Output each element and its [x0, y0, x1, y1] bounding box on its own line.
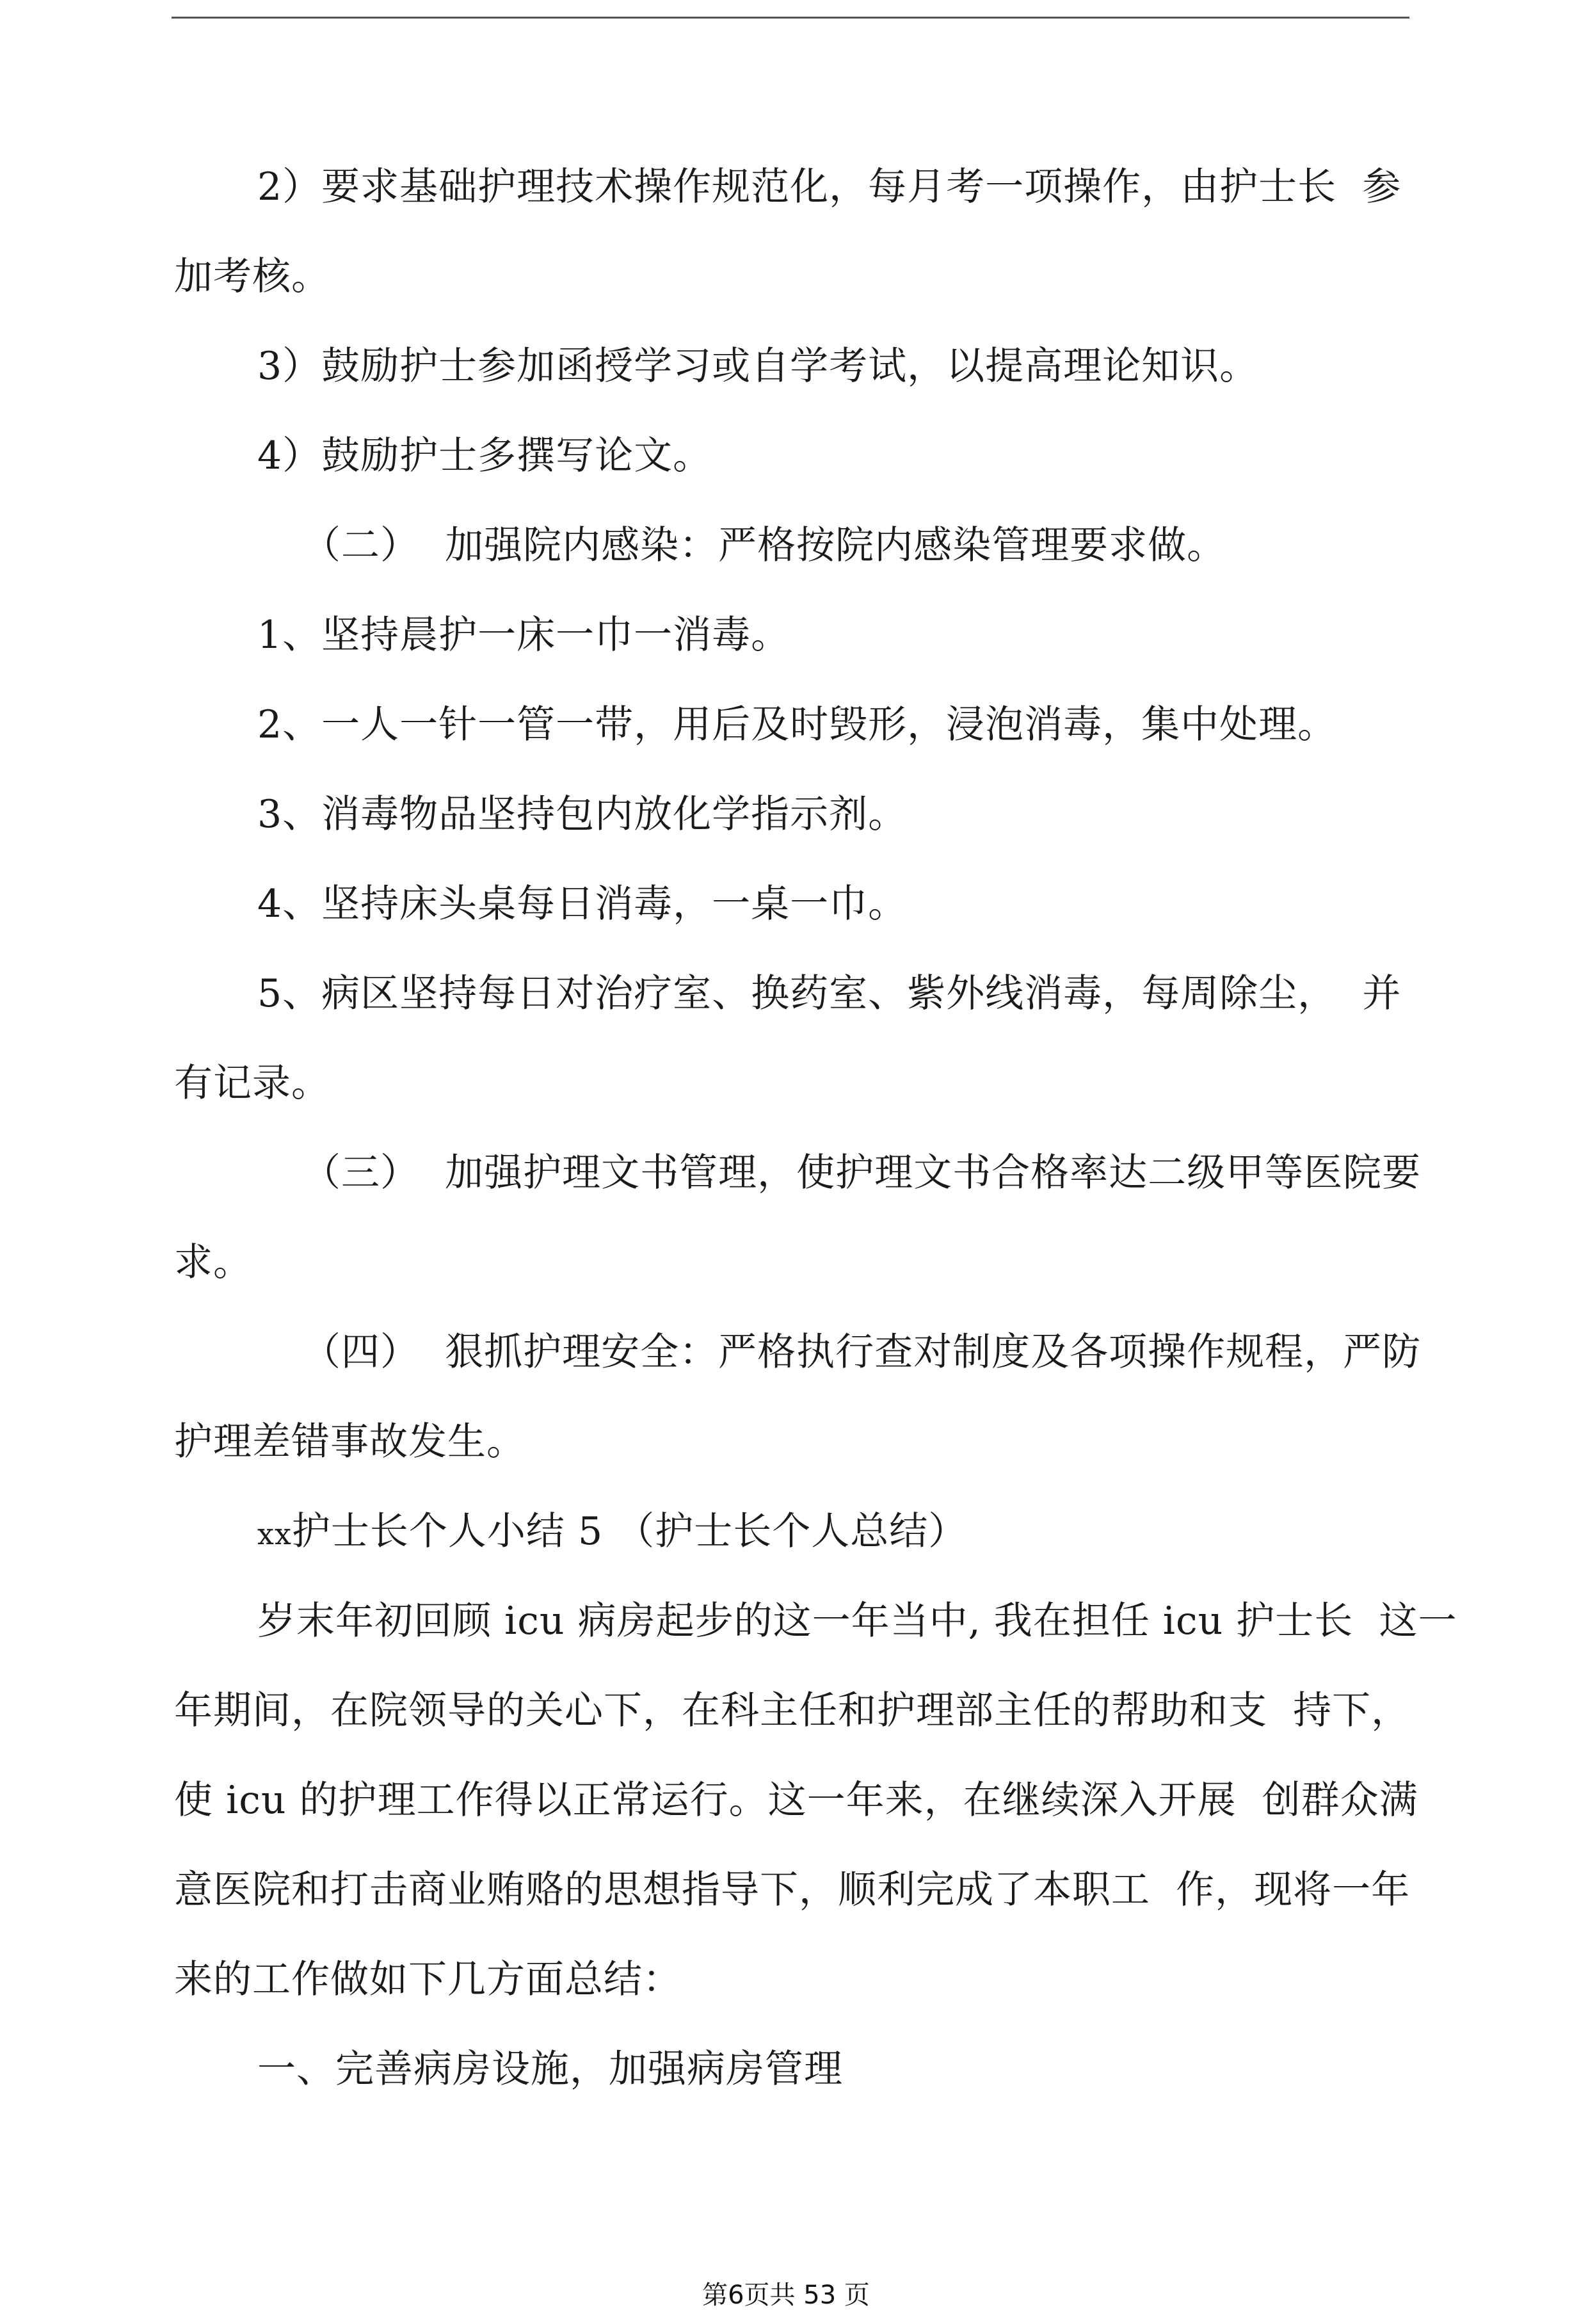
text-line: 有记录。: [174, 1061, 330, 1106]
text-line: 岁末年初回顾 icu 病房起步的这一年当中, 我在担任 icu 护士长 这一: [257, 1599, 1457, 1643]
text-line: 1、坚持晨护一床一巾一消毒。: [257, 613, 790, 658]
text-line: 3）鼓励护士参加函授学习或自学考试，以提高理论知识。: [257, 344, 1259, 389]
text-line: 意医院和打击商业贿赂的思想指导下，顺利完成了本职工 作，现将一年: [174, 1868, 1411, 1912]
text-line: 使 icu 的护理工作得以正常运行。这一年来，在继续深入开展 创群众满: [174, 1778, 1418, 1823]
page-footer: 第6页共 53 页: [702, 2280, 870, 2310]
text-line: 来的工作做如下几方面总结：: [174, 1957, 682, 2002]
text-line: 2）要求基础护理技术操作规范化，每月考一项操作，由护士长 参: [257, 165, 1402, 209]
subtitle-text: 护士长个人小结 5 （护士长个人总结）: [291, 1509, 968, 1554]
subtitle-line: [257, 1506, 967, 1560]
text-line: 4）鼓励护士多撰写论文。: [257, 433, 712, 478]
text-line: 加考核。: [174, 254, 330, 299]
section-heading: （二） 加强院内感染：严格按院内感染管理要求做。: [302, 523, 1226, 568]
text-line: 2、一人一针一管一带，用后及时毁形，浸泡消毒，集中处理。: [257, 702, 1337, 747]
title-prefix: xx: [257, 1517, 292, 1551]
section-heading: （三） 加强护理文书管理，使护理文书合格率达二级甲等医院要: [302, 1150, 1422, 1195]
text-line: 年期间，在院领导的关心下，在科主任和护理部主任的帮助和支 持下，: [174, 1688, 1411, 1733]
text-line: 4、坚持床头桌每日消毒，一桌一巾。: [257, 882, 908, 926]
text-line: 3、消毒物品坚持包内放化学指示剂。: [257, 792, 908, 837]
text-line: 5、病区坚持每日对治疗室、换药室、紫外线消毒，每周除尘， 并: [257, 971, 1402, 1016]
section-heading: （四） 狠抓护理安全：严格执行查对制度及各项操作规程，严防: [302, 1330, 1422, 1375]
header-rule: [172, 17, 1409, 19]
section-heading: 一、完善病房设施，加强病房管理: [257, 2047, 843, 2092]
text-line: 求。: [174, 1240, 252, 1285]
text-line: 护理差错事故发生。: [174, 1419, 525, 1464]
